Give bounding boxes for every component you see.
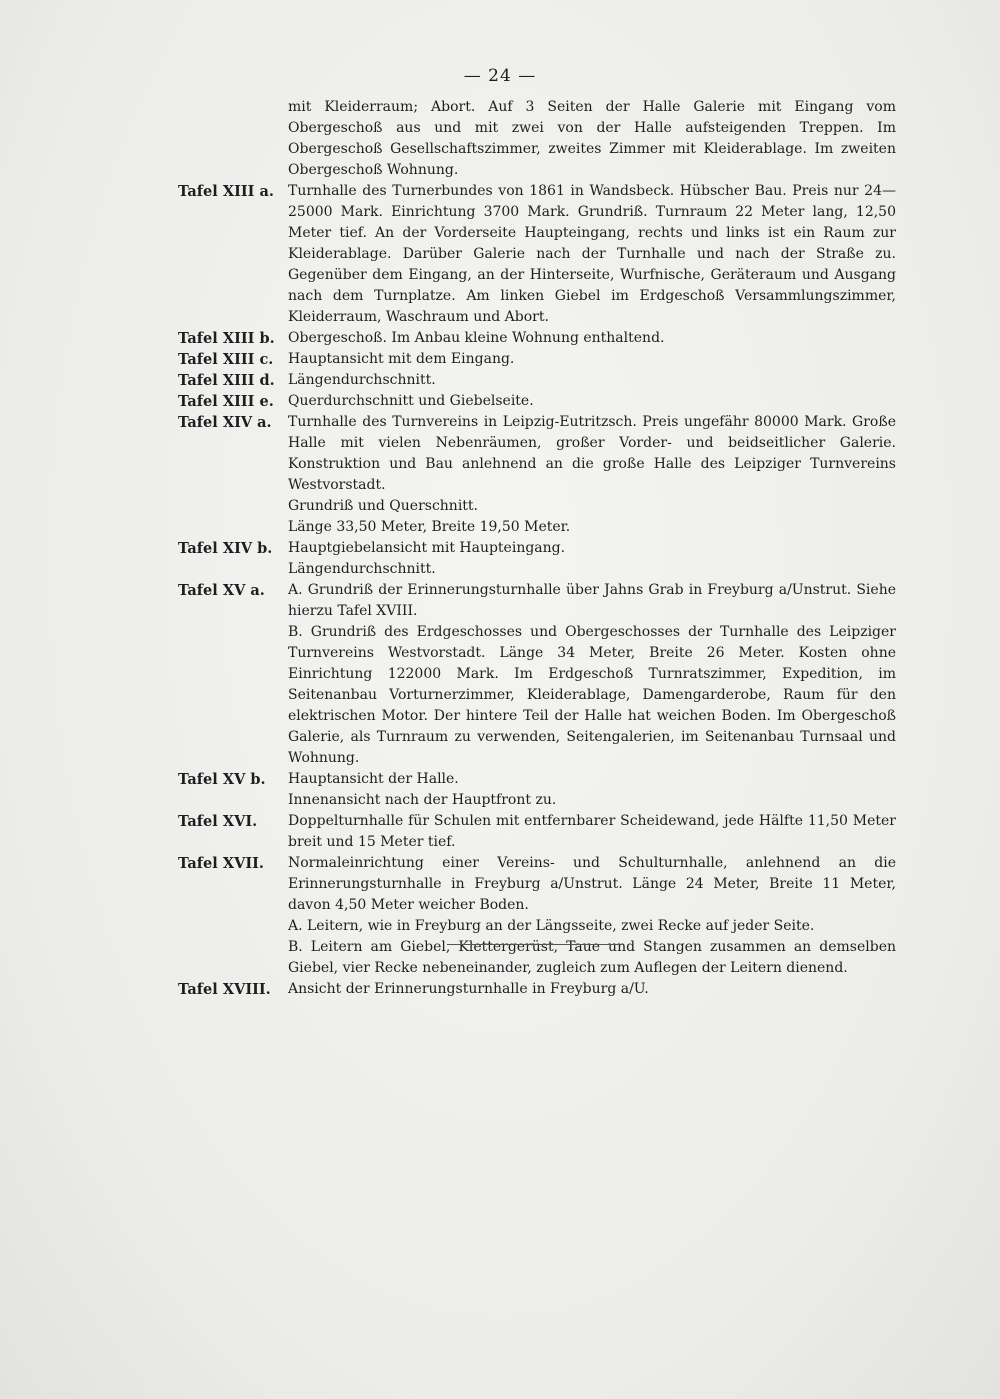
plate-entry (178, 979, 896, 1000)
plate-descriptions (178, 97, 896, 1000)
plate-label: Tafel XIII d. (178, 372, 275, 389)
description-paragraph: A. Leitern, wie in Freyburg an der Längsseite, zwei Recke auf jeder Seite. (288, 918, 815, 934)
plate-label: Tafel XV a. (178, 582, 265, 599)
description-paragraph: Länge 33,50 Meter, Breite 19,50 Meter. (288, 519, 571, 535)
plate-entry (178, 97, 896, 181)
description-paragraph: Längendurchschnitt. (288, 372, 436, 388)
description-paragraph: Normaleinrichtung einer Vereins- und Schulturnhalle, anlehnend an die Erinnerungsturnhalle in Freyburg a/Unstrut. Länge 24 Meter, Breite 11 Meter, davon 4,50 Meter weicher Boden. (288, 855, 896, 913)
plate-description (288, 853, 896, 979)
plate-entry (178, 412, 896, 538)
description-paragraph: Turnhalle des Turnvereins in Leipzig-Eutritzsch. Preis ungefähr 80000 Mark. Große Halle mit vielen Nebenräumen, großer Vorder- und beidseitlicher Galerie. Konstruktion und Bau anlehnend an die große Halle des Leipziger Turnvereins Westvorstadt. (288, 414, 896, 493)
description-paragraph: B. Grundriß des Erdgeschosses und Obergeschosses der Turnhalle des Leipziger Turnvereins Westvorstadt. Länge 34 Meter, Breite 26 Meter. Kosten ohne Einrichtung 122000 Mark. Im Erdgeschoß Turnratszimmer, Expedition, im Seitenanbau Vorturnerzimmer, Kleiderablage, Damengarderobe, Raum für den elektrischen Motor. Der hintere Teil der Halle hat weichen Boden. Im Obergeschoß Galerie, als Turnraum zu verwenden, Seitengalerien, im Seitenanbau Turnsaal und Wohnung. (288, 624, 896, 766)
plate-label: Tafel XIII b. (178, 330, 275, 347)
plate-entry (178, 181, 896, 328)
description-paragraph: mit Kleiderraum; Abort. Auf 3 Seiten der Halle Galerie mit Eingang vom Obergeschoß aus und mit zwei von der Halle aufsteigenden Treppen. Im Obergeschoß Gesellschaftszimmer, zweites Zimmer mit Kleiderablage. Im zweiten Obergeschoß Wohnung. (288, 99, 896, 178)
plate-entry (178, 853, 896, 979)
description-paragraph: Innenansicht nach der Hauptfront zu. (288, 792, 557, 808)
plate-entry (178, 811, 896, 853)
description-paragraph: Obergeschoß. Im Anbau kleine Wohnung enthaltend. (288, 330, 665, 346)
closing-rule (447, 944, 622, 945)
plate-entry (178, 349, 896, 370)
description-paragraph: Hauptgiebelansicht mit Haupteingang. (288, 540, 566, 556)
plate-label: Tafel XVIII. (178, 981, 271, 998)
plate-label: Tafel XVI. (178, 813, 258, 830)
plate-entry (178, 769, 896, 811)
plate-label: Tafel XV b. (178, 771, 266, 788)
plate-label: Tafel XVII. (178, 855, 264, 872)
plate-description (288, 328, 896, 349)
description-paragraph: Doppelturnhalle für Schulen mit entfernbarer Scheidewand, jede Hälfte 11,50 Meter breit und 15 Meter tief. (288, 813, 896, 850)
plate-label: Tafel XIII e. (178, 393, 274, 410)
plate-label: Tafel XIII c. (178, 351, 274, 368)
plate-description (288, 979, 896, 1000)
plate-description (288, 769, 896, 811)
plate-entry (178, 391, 896, 412)
plate-description (288, 580, 896, 769)
plate-description (288, 811, 896, 853)
description-paragraph: B. Leitern am Giebel, Klettergerüst, Taue und Stangen zusammen an demselben Giebel, vier Recke nebeneinander, zugleich zum Auflegen der Leitern dienend. (288, 939, 896, 976)
description-paragraph: A. Grundriß der Erinnerungsturnhalle über Jahns Grab in Freyburg a/Unstrut. Siehe hierzu Tafel XVIII. (288, 582, 896, 619)
plate-entry (178, 370, 896, 391)
description-paragraph: Grundriß und Querschnitt. (288, 498, 478, 514)
plate-entry (178, 538, 896, 580)
description-paragraph: Hauptansicht mit dem Eingang. (288, 351, 515, 367)
plate-label: Tafel XIV b. (178, 540, 273, 557)
plate-description (288, 181, 896, 328)
description-paragraph: Turnhalle des Turnerbundes von 1861 in Wandsbeck. Hübscher Bau. Preis nur 24—25000 Mark. Einrichtung 3700 Mark. Grundriß. Turnraum 22 Meter lang, 12,50 Meter tief. An der Vorderseite Haupteingang, rechts und links ist ein Raum zur Kleiderablage. Darüber Galerie nach der Turnhalle und nach der Straße zu. Gegenüber dem Eingang, an der Hinterseite, Wurfnische, Geräteraum und Ausgang nach dem Turnplatze. Am linken Giebel im Erdgeschoß Versammlungszimmer, Kleiderraum, Waschraum und Abort. (288, 183, 896, 325)
plate-description (288, 370, 896, 391)
plate-label: Tafel XIII a. (178, 183, 274, 200)
plate-entry (178, 328, 896, 349)
plate-description (288, 97, 896, 181)
plate-description (288, 349, 896, 370)
plate-label: Tafel XIV a. (178, 414, 272, 431)
plate-description (288, 391, 896, 412)
plate-description (288, 538, 896, 580)
plate-entry (178, 580, 896, 769)
page-number: — 24 — (463, 66, 537, 86)
description-paragraph: Hauptansicht der Halle. (288, 771, 459, 787)
description-paragraph: Querdurchschnitt und Giebelseite. (288, 393, 534, 409)
description-paragraph: Längendurchschnitt. (288, 561, 436, 577)
description-paragraph: Ansicht der Erinnerungsturnhalle in Freyburg a/U. (288, 981, 649, 997)
plate-description (288, 412, 896, 538)
